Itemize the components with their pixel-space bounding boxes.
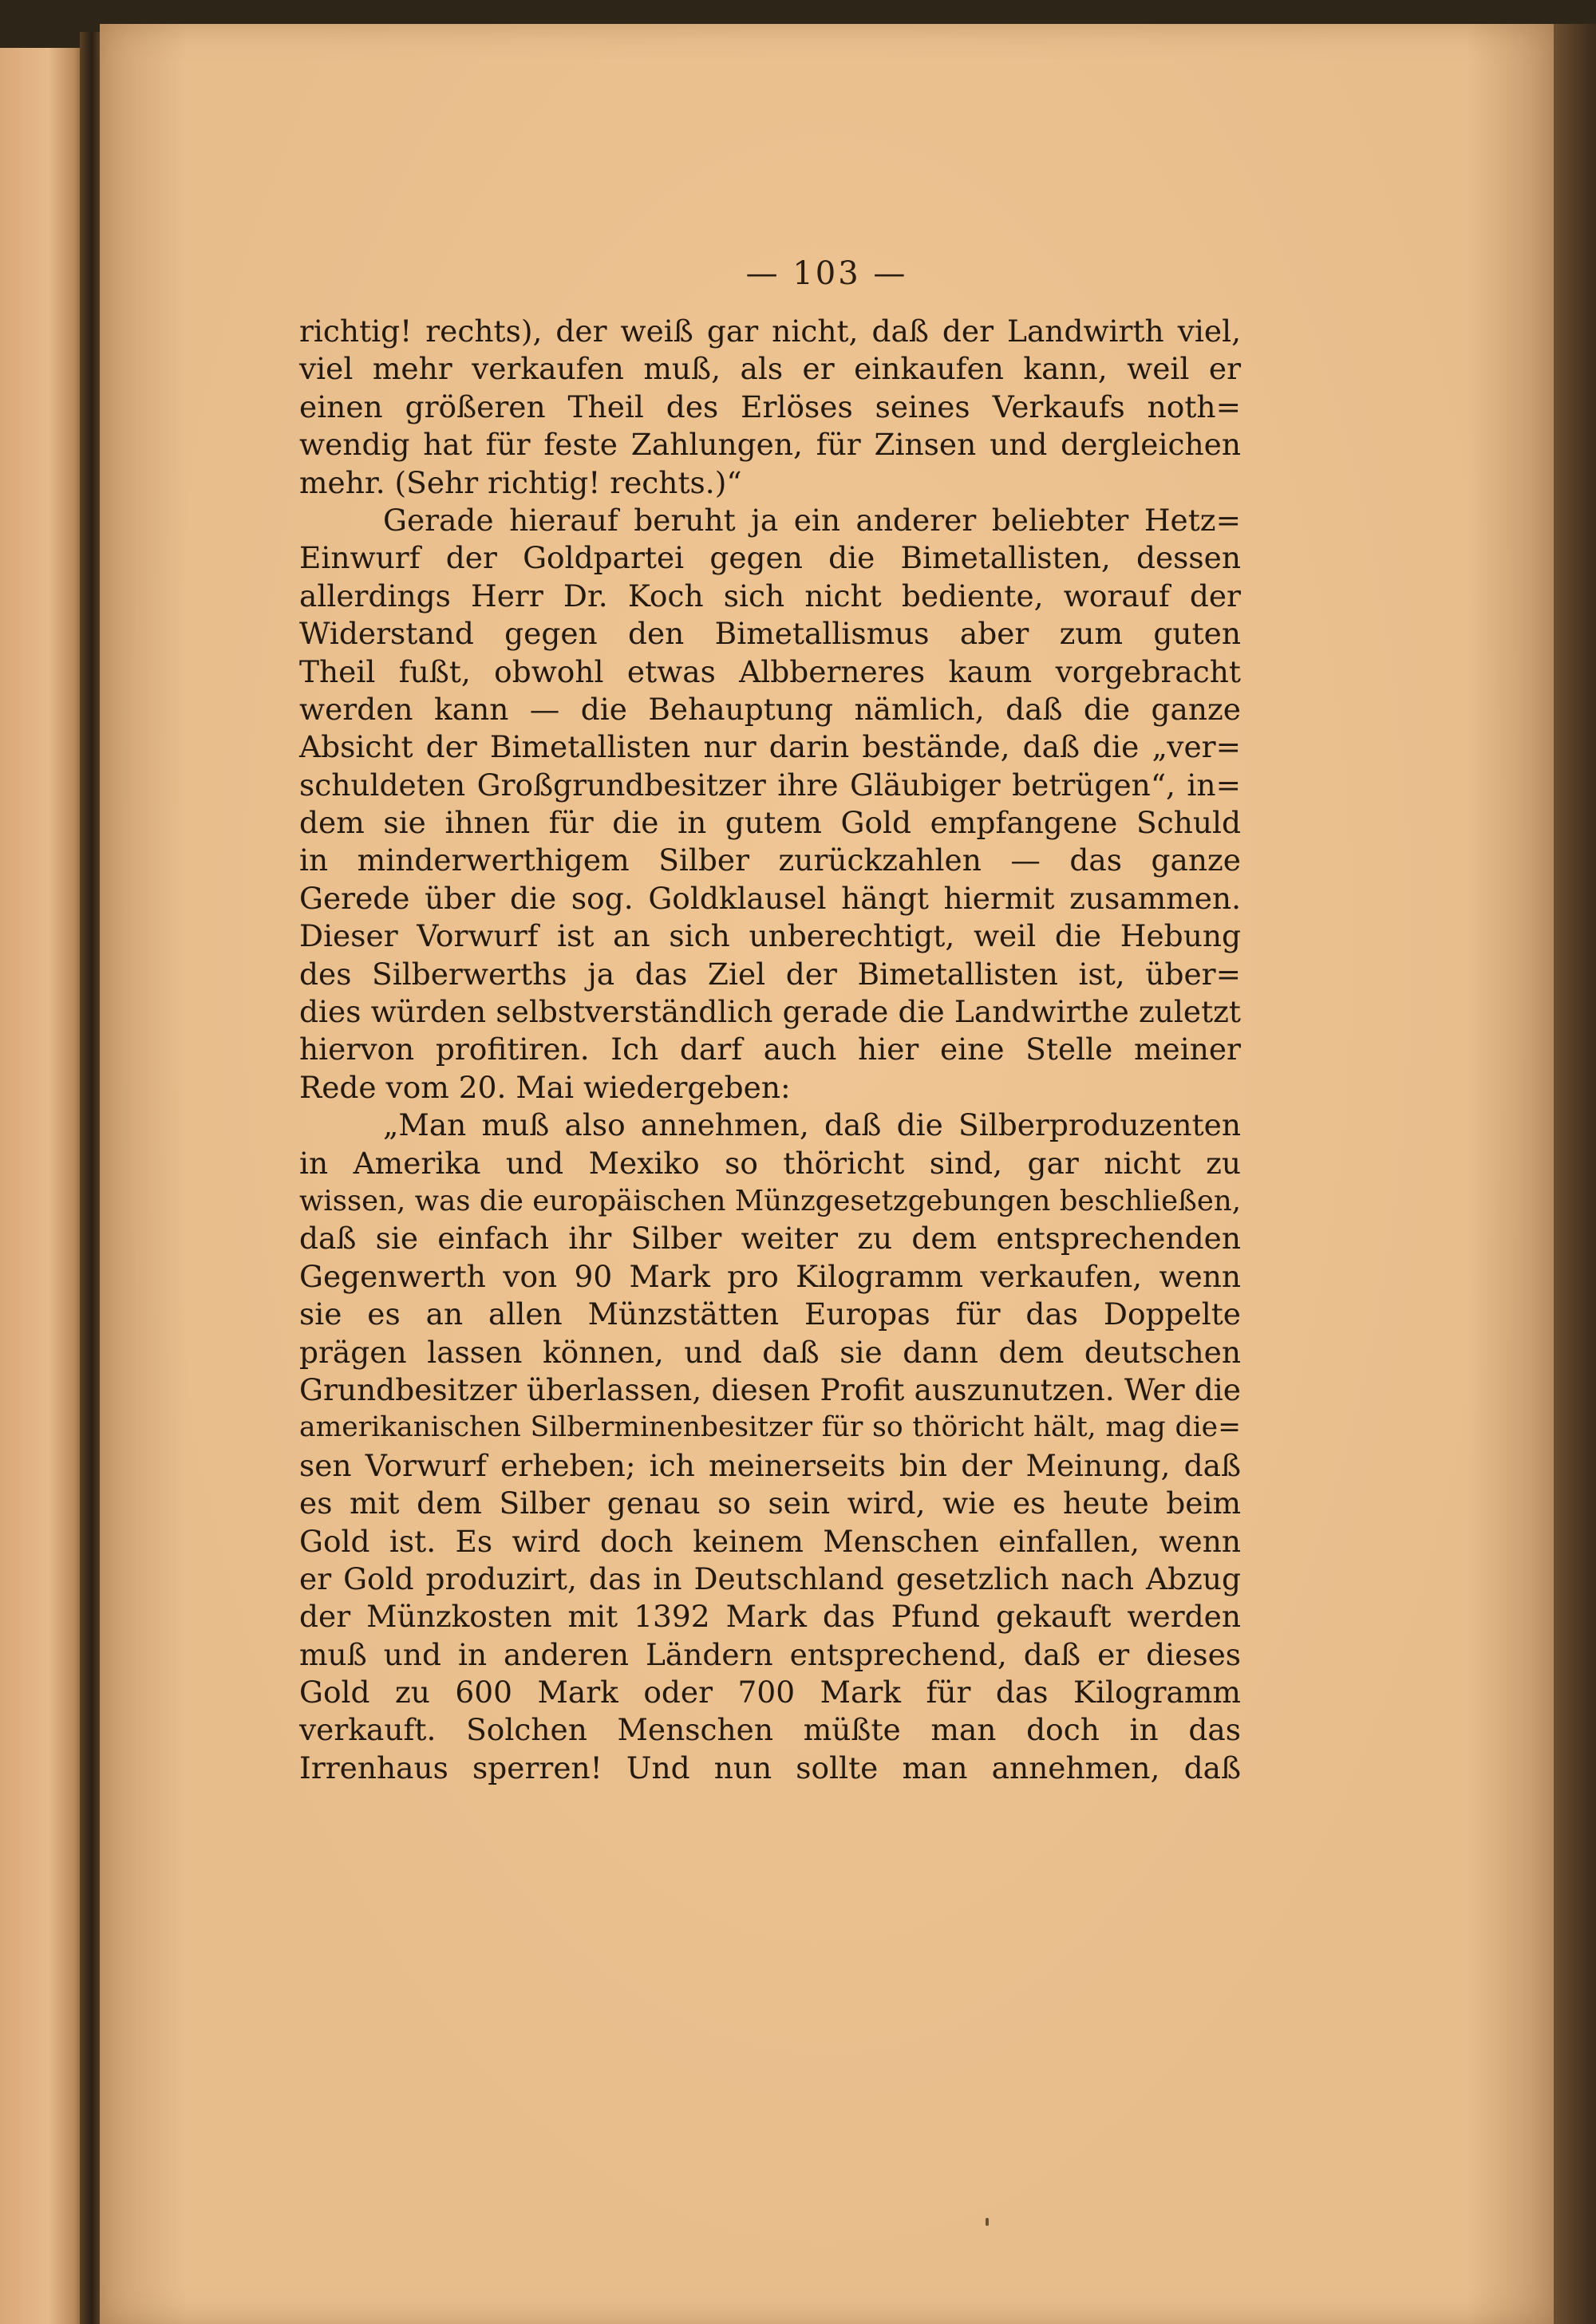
text-line: es mit dem Silber genau so sein wird, wie es heute beim: [299, 1486, 1241, 1521]
paper-speck: [986, 2218, 989, 2226]
text-line: Gold ist. Es wird doch keinem Menschen einfallen, wenn: [299, 1523, 1241, 1559]
text-line: Theil fußt, obwohl etwas Albberneres kaum vorgebracht: [299, 653, 1241, 689]
text-line: prägen lassen können, und daß sie dann dem deutschen: [299, 1334, 1241, 1370]
text-line: viel mehr verkaufen muß, als er einkaufen kann, weil er: [299, 351, 1241, 387]
text-line: amerikanischen Silberminenbesitzer für so thöricht hält, mag die=: [299, 1411, 1241, 1444]
text-line: sie es an allen Münzstätten Europas für das Doppelte: [299, 1296, 1241, 1332]
text-line: Gold zu 600 Mark oder 700 Mark für das Kilogramm: [299, 1675, 1241, 1710]
page-fore-edge: [1554, 24, 1596, 2324]
page-number: — 103 —: [745, 255, 908, 292]
text-line: sen Vorwurf erheben; ich meinerseits bin der Meinung, daß: [299, 1447, 1241, 1483]
text-line: in Amerika und Mexiko so thöricht sind, gar nicht zu: [299, 1145, 1241, 1181]
text-line: er Gold produzirt, das in Deutschland gesetzlich nach Abzug: [299, 1561, 1241, 1596]
text-line: werden kann — die Behauptung nämlich, daß die ganze: [299, 691, 1241, 727]
text-line: Widerstand gegen den Bimetallismus aber zum guten: [299, 616, 1241, 652]
text-line: Gegenwerth von 90 Mark pro Kilogramm verkaufen, wenn: [299, 1258, 1241, 1294]
facing-page-edge: [0, 48, 88, 2324]
text-line: wendig hat für feste Zahlungen, für Zinsen und dergleichen: [299, 427, 1241, 463]
text-line: Gerede über die sog. Goldklausel hängt hiermit zusammen.: [299, 880, 1241, 916]
text-line: wissen, was die europäischen Münzgesetzgebungen beschließen,: [299, 1184, 1241, 1217]
text-line: Absicht der Bimetallisten nur darin bestände, daß die „ver=: [299, 729, 1241, 765]
text-line: mehr. (Sehr richtig! rechts.)“: [299, 464, 742, 500]
body-text: [299, 313, 1241, 1787]
text-line: hiervon profitiren. Ich darf auch hier eine Stelle meiner: [299, 1032, 1241, 1067]
text-line: dem sie ihnen für die in gutem Gold empfangene Schuld: [299, 805, 1241, 841]
text-line: Rede vom 20. Mai wiedergeben:: [299, 1069, 791, 1105]
text-line: muß und in anderen Ländern entsprechend, daß er dieses: [299, 1636, 1241, 1672]
text-line: schuldeten Großgrundbesitzer ihre Gläubiger betrügen“, in=: [299, 767, 1241, 803]
text-line: des Silberwerths ja das Ziel der Bimetallisten ist, über=: [299, 956, 1241, 992]
text-line: Gerade hierauf beruht ja ein anderer beliebter Hetz=: [383, 502, 1241, 538]
text-line: dies würden selbstverständlich gerade die Landwirthe zuletzt: [299, 994, 1241, 1030]
text-line: „Man muß also annehmen, daß die Silberproduzenten: [383, 1107, 1241, 1143]
text-line: verkauft. Solchen Menschen müßte man doch in das: [299, 1712, 1241, 1748]
text-line: allerdings Herr Dr. Koch sich nicht bediente, worauf der: [299, 578, 1241, 614]
text-line: Einwurf der Goldpartei gegen die Bimetallisten, dessen: [299, 540, 1241, 576]
text-line: Grundbesitzer überlassen, diesen Profit auszunutzen. Wer die: [299, 1371, 1241, 1407]
text-line: in minderwerthigem Silber zurückzahlen — das ganze: [299, 842, 1241, 878]
text-line: Irrenhaus sperren! Und nun sollte man annehmen, daß: [299, 1750, 1241, 1785]
text-line: daß sie einfach ihr Silber weiter zu dem entsprechenden: [299, 1221, 1241, 1257]
text-line: der Münzkosten mit 1392 Mark das Pfund gekauft werden: [299, 1599, 1241, 1635]
text-line: Dieser Vorwurf ist an sich unberechtigt, weil die Hebung: [299, 918, 1241, 954]
text-line: richtig! rechts), der weiß gar nicht, daß der Landwirth viel,: [299, 314, 1241, 349]
text-line: einen größeren Theil des Erlöses seines Verkaufs noth=: [299, 389, 1241, 424]
